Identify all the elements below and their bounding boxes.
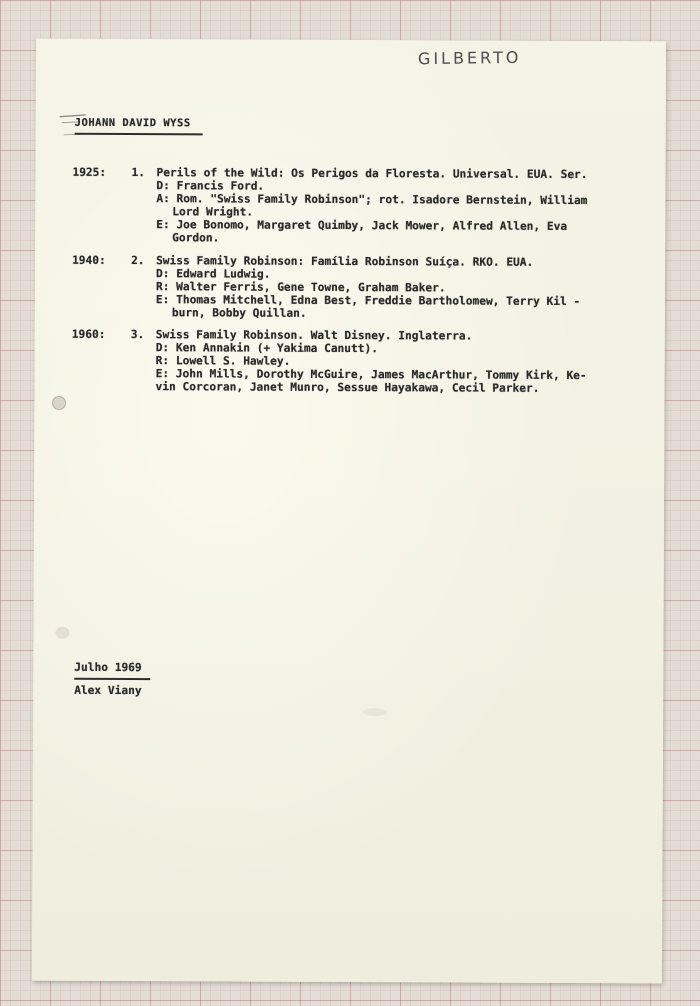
paper-smudge [55, 627, 69, 639]
footer-underline [74, 678, 150, 680]
entry-year: 1925: [72, 165, 107, 179]
entry-line: E: Joe Bonomo, Margaret Quimby, Jack Mower, Alfred Allen, Eva [156, 218, 568, 233]
entry-line: R: Walter Ferris, Gene Towne, Graham Baker. [155, 280, 446, 295]
entry-number: 1. [131, 166, 145, 180]
entry-line: D: Ken Annakin (+ Yakima Canutt). [155, 341, 379, 356]
entry-title: Swiss Family Robinson: Família Robinson Suíça. RKO. EUA. [156, 254, 534, 269]
entry-number: 3. [130, 328, 145, 342]
entry-line: D: Edward Ludwig. [156, 267, 271, 281]
entry-year: 1960: [71, 327, 106, 341]
entry-line: E: Thomas Mitchell, Edna Best, Freddie Bartholomew, Terry Kil - [155, 293, 581, 309]
footer-signature-name: Alex Viany [74, 683, 142, 698]
entry-year: 1940: [72, 253, 106, 267]
author-heading: JOHANN DAVID WYSS [74, 116, 191, 130]
entry-line: A: Rom. "Swiss Family Robinson"; rot. Isadore Bernstein, William [156, 192, 588, 208]
entry-line: Lord Wright. [172, 205, 254, 219]
handwritten-note: GILBERTO [417, 47, 522, 69]
film-entry-2 [72, 253, 652, 320]
entry-line: R: Lowell S. Hawley. [155, 354, 291, 368]
entry-line: E: John Mills, Dorothy McGuire, James MacArthur, Tommy Kirk, Ke- [155, 367, 587, 383]
entry-line: Gordon. [172, 231, 220, 245]
entry-body [156, 254, 656, 321]
entry-body [156, 166, 656, 246]
film-entry-1 [72, 165, 653, 245]
entry-line: D: Francis Ford. [156, 179, 265, 193]
entry-line: burn, Bobby Quillan. [171, 306, 307, 320]
footer-date: Julho 1969 [74, 660, 142, 675]
entry-line: vin Corcoran, Janet Munro, Sessue Hayakawa, Cecil Parker. [155, 380, 540, 395]
entry-number: 2. [131, 254, 145, 268]
entry-title: Perils of the Wild: Os Perigos da Floresta. Universal. EUA. Ser. [156, 166, 588, 182]
paper-smudge [363, 708, 387, 716]
document-page [32, 39, 666, 984]
entry-title: Swiss Family Robinson. Walt Disney. Inglaterra. [155, 328, 473, 343]
entry-body [156, 328, 656, 395]
film-entry-3 [71, 327, 652, 395]
punch-hole-mark [52, 396, 66, 410]
